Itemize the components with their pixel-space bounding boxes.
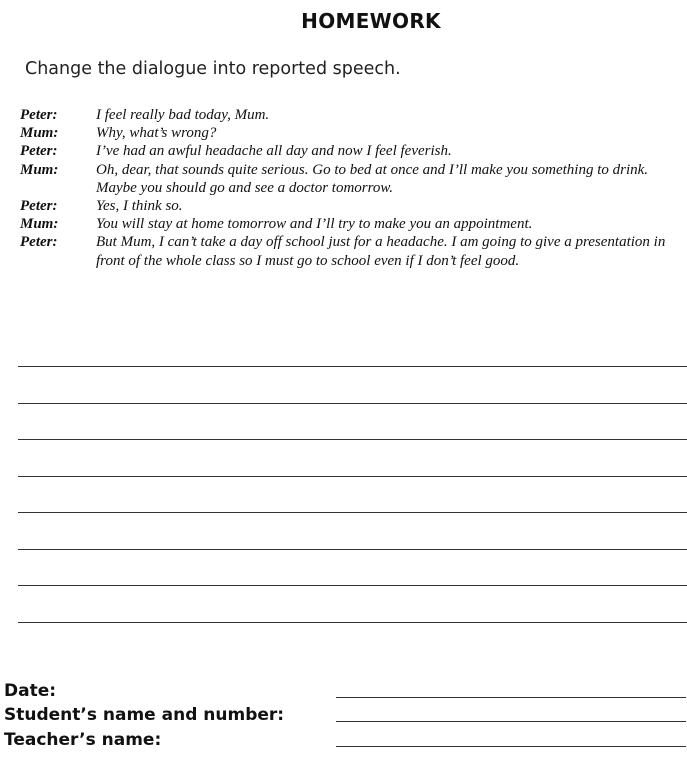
dialogue [20, 106, 680, 270]
instruction-text: Change the dialogue into reported speech. [25, 59, 401, 79]
dialogue-line [20, 161, 680, 197]
speaker-label: Mum: [20, 216, 59, 233]
speaker-label: Mum: [20, 125, 59, 142]
speech-text: I feel really bad today, Mum. [96, 107, 270, 123]
speech-text: You will stay at home tomorrow and I’ll try to make you an appointment. [96, 216, 533, 233]
speaker-label: Peter: [20, 198, 58, 215]
speaker-label: Mum: [20, 161, 59, 178]
dialogue-line [20, 106, 680, 124]
dialogue-line [20, 197, 680, 215]
answer-line[interactable] [18, 403, 687, 440]
dialogue-line [20, 142, 680, 160]
speech-text: Yes, I think so. [96, 198, 183, 215]
answer-line[interactable] [18, 476, 687, 513]
teacher-row [4, 725, 686, 750]
student-row [4, 701, 686, 726]
answer-lines [18, 366, 687, 658]
date-field[interactable] [336, 681, 686, 698]
dialogue-line [20, 215, 680, 233]
answer-line[interactable] [18, 512, 687, 549]
speaker-label: Peter: [20, 107, 58, 123]
speech-text: Oh, dear, that sounds quite serious. Go to bed at once and I’ll make you something to drink. Maybe you should go and see a doctor tomorrow. [96, 161, 649, 196]
page-title: HOMEWORK [301, 9, 441, 33]
answer-line[interactable] [18, 585, 687, 622]
speaker-label: Peter: [20, 234, 58, 251]
student-name-label: Student’s name and number: [4, 705, 285, 725]
answer-line[interactable] [18, 622, 687, 659]
teacher-name-label: Teacher’s name: [4, 729, 162, 750]
answer-line[interactable] [18, 549, 687, 586]
date-label: Date: [4, 680, 57, 701]
answer-line[interactable] [18, 366, 687, 403]
student-name-field[interactable] [336, 705, 686, 722]
speaker-label: Peter: [20, 143, 58, 160]
speech-text: I’ve had an awful headache all day and now I feel feverish. [96, 143, 452, 160]
teacher-name-field[interactable] [336, 730, 686, 747]
dialogue-line [20, 124, 680, 142]
speech-text: But Mum, I can’t take a day off school just for a headache. I am going to give a presentation in front of the whole class so I must go to school even if I don’t feel good. [96, 234, 666, 269]
speech-text: Why, what’s wrong? [96, 125, 217, 142]
date-row [4, 676, 686, 701]
dialogue-line [20, 233, 680, 269]
footer-fields [4, 676, 686, 750]
answer-line[interactable] [18, 439, 687, 476]
